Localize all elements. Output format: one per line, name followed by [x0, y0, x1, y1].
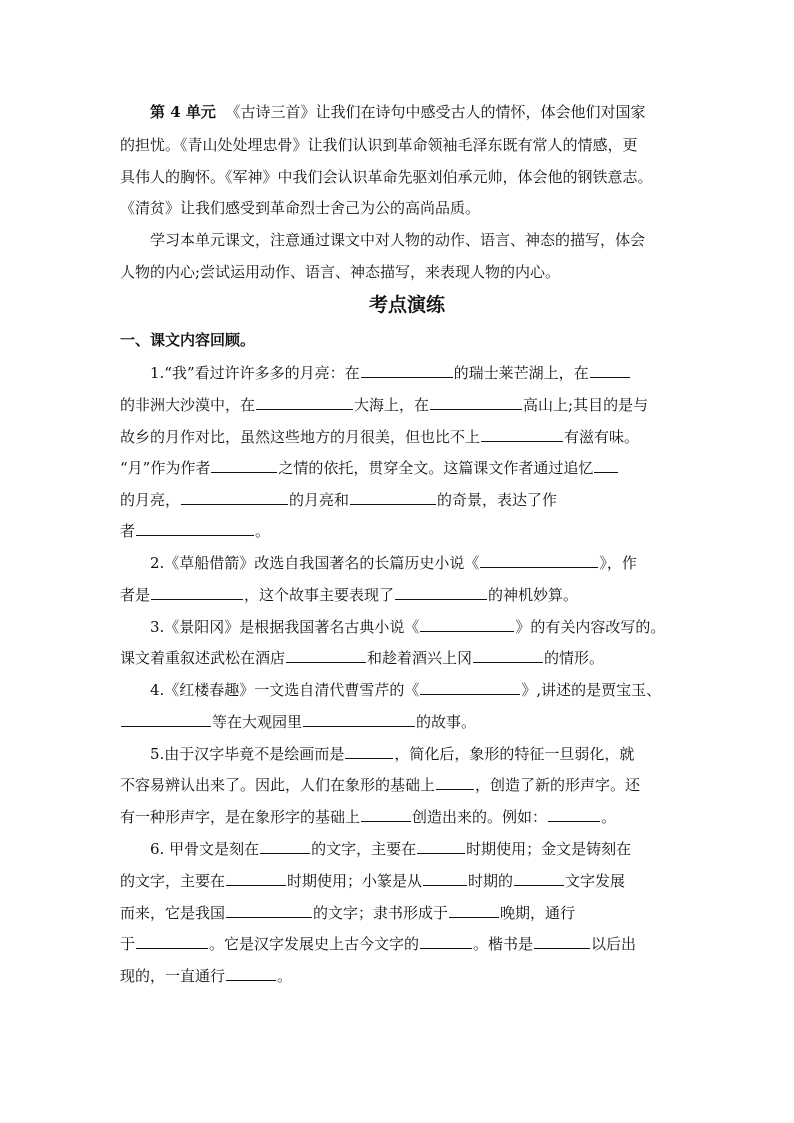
question-5-line-3: 有一种形声字，是在象形字的基础上 创造出来的。例如： 。 — [120, 808, 617, 826]
answer-blank[interactable] — [151, 585, 243, 600]
question-4-line-2: 等在大观园里 的故事。 — [120, 712, 476, 732]
answer-blank[interactable] — [136, 934, 208, 949]
question-3-line-1: 3.《景阳冈》是根据我国著名古典小说《 》的有关内容改写的。 — [150, 618, 666, 636]
question-1-line-4: “月”作为作者 之情的依托，贯穿全文。这篇课文作者通过追忆 — [120, 458, 619, 478]
intro-text: 《古诗三首》让我们在诗句中感受古人的情怀，体会他们对国家 — [225, 103, 646, 121]
answer-blank[interactable] — [361, 807, 411, 822]
question-5-line-1: 5.由于汉字毕竟不是绘画而是 ，简化后，象形的特征一旦弱化，就 — [150, 745, 635, 763]
answer-blank[interactable] — [226, 871, 286, 886]
answer-blank[interactable] — [481, 427, 563, 442]
answer-blank[interactable] — [361, 363, 453, 378]
question-1-line-3: 故乡的月作对比，虽然这些地方的月很美，但也比不上 有滋有味。 — [120, 428, 640, 446]
answer-blank[interactable] — [480, 553, 598, 568]
question-1-line-6: 者 。 — [120, 522, 271, 540]
intro-line-6: 人物的内心;尝试运用动作、语言、神态描写，来表现人物的内心。 — [120, 263, 561, 281]
answer-blank[interactable] — [260, 839, 310, 854]
answer-blank[interactable] — [417, 839, 465, 854]
answer-blank[interactable] — [211, 458, 277, 473]
answer-blank[interactable] — [590, 363, 630, 378]
question-3-line-2: 课文着重叙述武松在酒店 和趁着酒兴上冈 的情形。 — [120, 649, 605, 667]
intro-line-4: 《清贫》让我们感受到革命烈士舍己为公的高尚品质。 — [120, 199, 481, 217]
answer-blank[interactable] — [430, 395, 522, 410]
question-2-line-1: 2.《草船借箭》改选自我国著名的长篇历史小说《 》，作 — [150, 554, 637, 572]
intro-line-5: 学习本单元课文，注意通过课文中对人物的动作、语言、神态的描写，体会 — [150, 231, 646, 249]
answer-blank[interactable] — [514, 871, 564, 886]
intro-line-2: 的担忧。《青山处处埋忠骨》让我们认识到革命领袖毛泽东既有常人的情感，更 — [120, 136, 638, 154]
answer-blank[interactable] — [449, 903, 499, 918]
answer-blank[interactable] — [226, 966, 276, 981]
question-1-line-2: 的非洲大沙漠中，在 大海上，在 高山上;其目的是与 — [120, 396, 649, 414]
question-2-line-2: 者是 ，这个故事主要表现了 的神机妙算。 — [120, 586, 579, 604]
page-title: 考点演练 — [368, 294, 445, 316]
intro-line-1 — [150, 102, 645, 122]
question-5-line-2: 不容易辨认出来了。因此，人们在象形的基础上 ，创造了新的形声字。还 — [120, 776, 641, 794]
question-6-line-2: 的文字，主要在 时期使用；小篆是从 时期的 文字发展 — [120, 872, 626, 890]
question-6-line-4: 于 。它是汉字发展史上古今文字的 。楷书是 以后出 — [120, 935, 637, 953]
answer-blank[interactable] — [548, 807, 600, 822]
answer-blank[interactable] — [420, 617, 514, 632]
unit-label: 第 4 单元 — [150, 103, 216, 121]
answer-blank[interactable] — [420, 934, 472, 949]
question-6-line-1: 6. 甲骨文是刻在 的文字，主要在 时期使用；金文是铸刻在 — [150, 840, 632, 858]
question-6-line-3: 而来，它是我国 的文字；隶书形成于 晚期，通行 — [120, 904, 576, 922]
answer-blank[interactable] — [136, 521, 254, 536]
question-6-line-5: 现的，一直通行 。 — [120, 967, 293, 985]
answer-blank[interactable] — [436, 775, 474, 790]
answer-blank[interactable] — [121, 712, 211, 727]
answer-blank[interactable] — [423, 871, 467, 886]
answer-blank[interactable] — [286, 648, 366, 663]
answer-blank[interactable] — [181, 490, 288, 505]
answer-blank[interactable] — [594, 458, 618, 473]
answer-blank[interactable] — [534, 934, 590, 949]
question-1-line-1: 1.“我”看过许许多多的月亮：在 的瑞士莱芒湖上，在 — [150, 363, 631, 383]
question-1-line-5: 的月亮， 的月亮和 的奇景，表达了作 — [120, 491, 558, 509]
answer-blank[interactable] — [256, 395, 353, 410]
answer-blank[interactable] — [226, 903, 312, 918]
answer-blank[interactable] — [350, 490, 436, 505]
answer-blank[interactable] — [303, 712, 415, 727]
question-4-line-1: 4.《红楼春趣》一文选自清代曹雪芹的《 》,讲述的是贾宝玉、 — [150, 681, 662, 699]
answer-blank[interactable] — [420, 680, 520, 695]
answer-blank[interactable] — [473, 648, 543, 663]
intro-line-3: 具伟人的胸怀。《军神》中我们会认识革命先驱刘伯承元帅，体会他的钢铁意志。 — [120, 168, 653, 186]
answer-blank[interactable] — [345, 744, 393, 759]
answer-blank[interactable] — [395, 585, 487, 600]
section-heading: 一、课文内容回顾。 — [120, 331, 256, 349]
